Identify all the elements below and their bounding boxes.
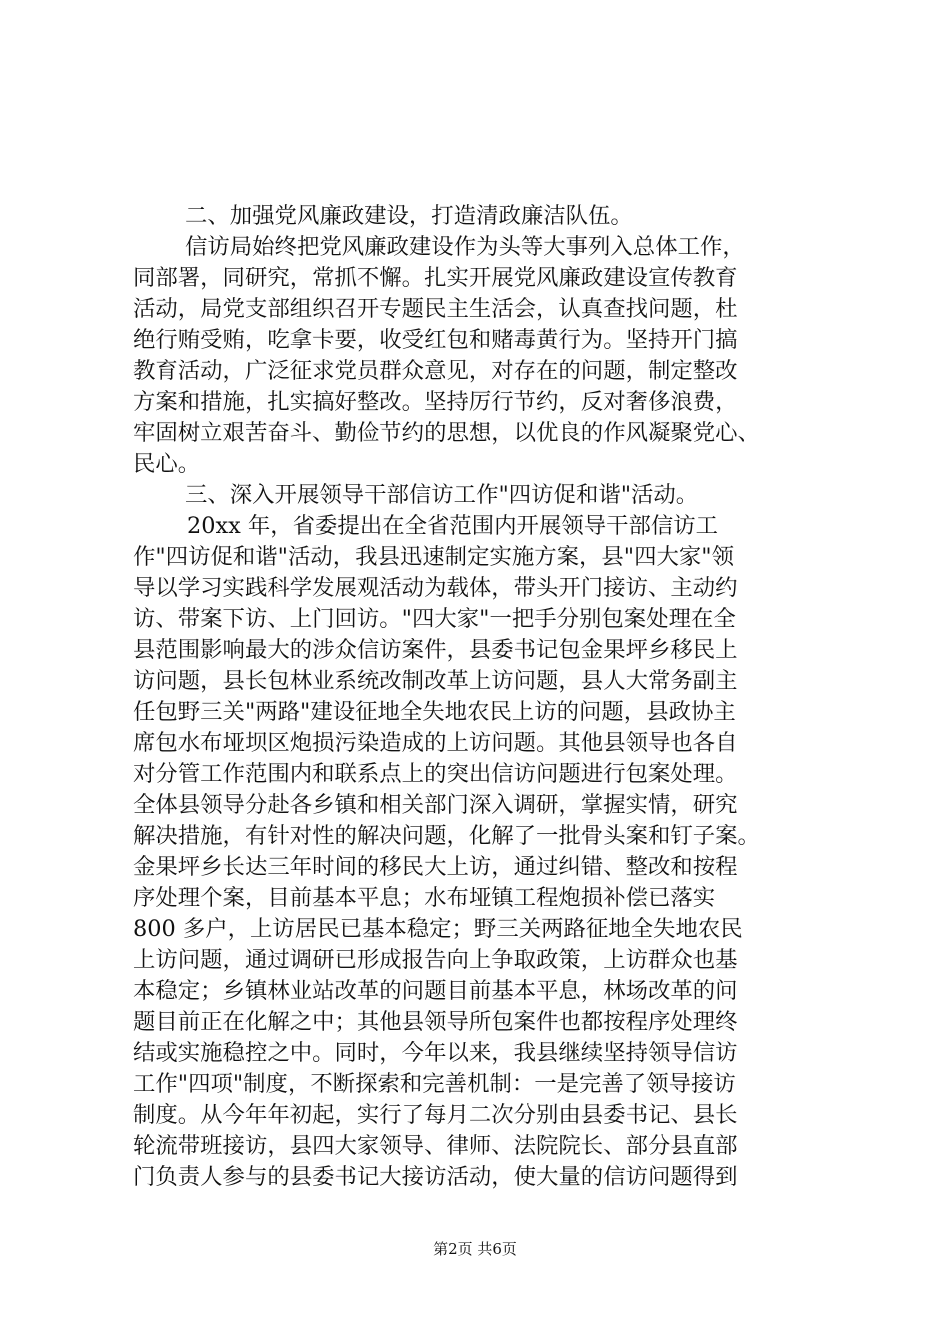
paragraph-line: 教育活动，广泛征求党员群众意见，对存在的问题，制定整改 — [133, 358, 738, 384]
section-heading-3: 三、深入开展领导干部信访工作"四访促和谐"活动。 — [185, 482, 699, 508]
paragraph-line: 绝行贿受贿，吃拿卡要，收受红包和赌毒黄行为。坚持开门搞 — [133, 327, 738, 353]
paragraph-line: 作"四访促和谐"活动，我县迅速制定实施方案，县"四大家"领 — [133, 544, 734, 570]
paragraph-line: 轮流带班接访，县四大家领导、律师、法院院长、部分县直部 — [133, 1133, 738, 1159]
paragraph-line: 任包野三关"两路"建设征地全失地农民上访的问题，县政协主 — [133, 699, 736, 725]
paragraph-line: 导以学习实践科学发展观活动为载体，带头开门接访、主动约 — [133, 575, 738, 601]
paragraph-line: 上访问题，通过调研已形成报告向上争取政策，上访群众也基 — [133, 947, 738, 973]
paragraph-line: 访、带案下访、上门回访。"四大家"一把手分别包案处理在全 — [133, 606, 736, 632]
paragraph-line: 20xx 年，省委提出在全省范围内开展领导干部信访工 — [187, 513, 719, 539]
paragraph-line: 结或实施稳控之中。同时，今年以来，我县继续坚持领导信访 — [133, 1040, 738, 1066]
paragraph-line: 县范围影响最大的涉众信访案件，县委书记包金果坪乡移民上 — [133, 637, 738, 663]
paragraph-line: 民心。 — [133, 451, 201, 477]
section-heading-2: 二、加强党风廉政建设，打造清政廉洁队伍。 — [185, 203, 633, 229]
paragraph-line: 序处理个案，目前基本平息；水布垭镇工程炮损补偿已落实 — [133, 885, 716, 911]
paragraph-line: 信访局始终把党风廉政建设作为头等大事列入总体工作， — [185, 234, 745, 260]
paragraph-line: 方案和措施，扎实搞好整改。坚持厉行节约，反对奢侈浪费， — [133, 389, 738, 415]
page-number-footer: 第2页 共6页 — [433, 1240, 517, 1258]
paragraph-line: 金果坪乡长达三年时间的移民大上访，通过纠错、整改和按程 — [133, 854, 738, 880]
paragraph-line: 题目前正在化解之中；其他县领导所包案件也都按程序处理终 — [133, 1009, 738, 1035]
paragraph-line: 对分管工作范围内和联系点上的突出信访问题进行包案处理。 — [133, 761, 738, 787]
paragraph-line: 制度。从今年年初起，实行了每月二次分别由县委书记、县长 — [133, 1102, 738, 1128]
paragraph-line: 活动，局党支部组织召开专题民主生活会，认真查找问题，杜 — [133, 296, 738, 322]
paragraph-line: 解决措施，有针对性的解决问题，化解了一批骨头案和钉子案。 — [133, 823, 760, 849]
paragraph-line: 工作"四项"制度，不断探索和完善机制：一是完善了领导接访 — [133, 1071, 736, 1097]
paragraph-line: 同部署，同研究，常抓不懈。扎实开展党风廉政建设宣传教育 — [133, 265, 738, 291]
document-body — [133, 201, 837, 1193]
paragraph-line: 全体县领导分赴各乡镇和相关部门深入调研，掌握实情，研究 — [133, 792, 738, 818]
paragraph-line: 访问题，县长包林业系统改制改革上访问题，县人大常务副主 — [133, 668, 738, 694]
paragraph-line: 本稳定；乡镇林业站改革的问题目前基本平息，林场改革的问 — [133, 978, 738, 1004]
paragraph-line: 门负责人参与的县委书记大接访活动，使大量的信访问题得到 — [133, 1164, 738, 1190]
paragraph-line: 牢固树立艰苦奋斗、勤俭节约的思想，以优良的作风凝聚党心、 — [133, 420, 760, 446]
paragraph-line: 800 多户，上访居民已基本稳定；野三关两路征地全失地农民 — [133, 916, 743, 942]
paragraph-line: 席包水布垭坝区炮损污染造成的上访问题。其他县领导也各自 — [133, 730, 738, 756]
